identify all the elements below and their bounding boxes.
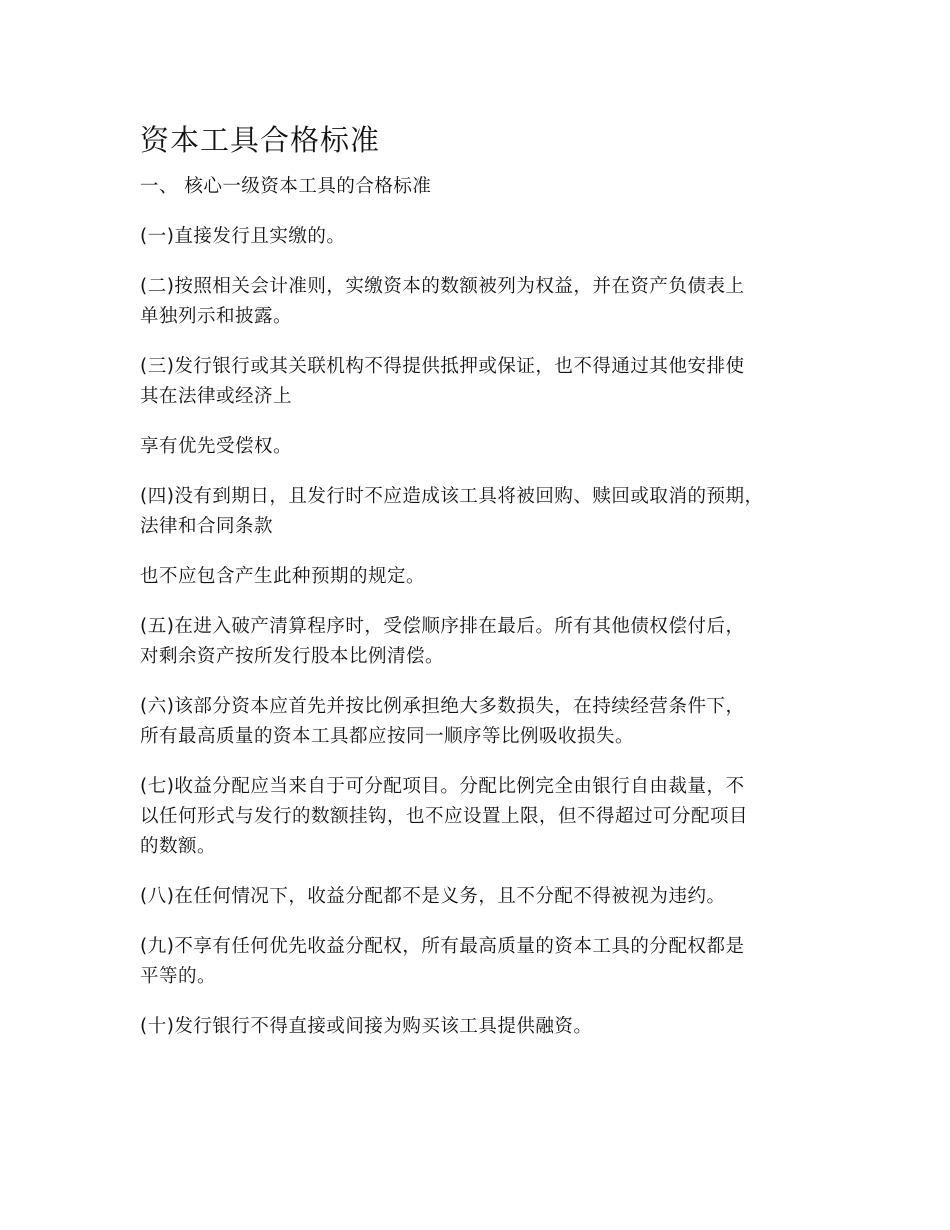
paragraph-5: (五)在进入破产清算程序时，受偿顺序排在最后。所有其他债权偿付后， 对剩余资产按所发行股本比例清偿。: [140, 616, 745, 667]
paragraph-8: (八)在任何情况下，收益分配都不是义务，且不分配不得被视为违约。: [140, 886, 726, 907]
section-heading: 一、 核心一级资本工具的合格标准: [140, 176, 432, 197]
paragraph-4-continued: 也不应包含产生此种预期的规定。: [140, 566, 426, 587]
document-title: 资本工具合格标准: [140, 123, 381, 157]
paragraph-4: (四)没有到期日，且发行时不应造成该工具将被回购、赎回或取消的预期， 法律和合同条款: [140, 486, 764, 537]
paragraph-3-continued: 享有优先受偿权。: [140, 436, 293, 457]
paragraph-6: (六)该部分资本应首先并按比例承担绝大多数损失，在持续经营条件下， 所有最高质量的资本工具都应按同一顺序等比例吸收损失。: [140, 696, 745, 747]
paragraph-3: (三)发行银行或其关联机构不得提供抵押或保证，也不得通过其他安排使 其在法律或经济上: [140, 356, 745, 407]
document-page: [140, 118, 830, 1062]
paragraph-2: (二)按照相关会计准则，实缴资本的数额被列为权益，并在资产负债表上 单独列示和披露。: [140, 276, 745, 327]
paragraph-9: (九)不享有任何优先收益分配权，所有最高质量的资本工具的分配权都是 平等的。: [140, 936, 745, 987]
paragraph-1: (一)直接发行且实缴的。: [140, 226, 346, 247]
paragraph-10: (十)发行银行不得直接或间接为购买该工具提供融资。: [140, 1016, 593, 1037]
paragraph-7: (七)收益分配应当来自于可分配项目。分配比例完全由银行自由裁量，不 以任何形式与发行的数额挂钩，也不应设置上限，但不得超过可分配项目 的数额。: [140, 776, 749, 857]
